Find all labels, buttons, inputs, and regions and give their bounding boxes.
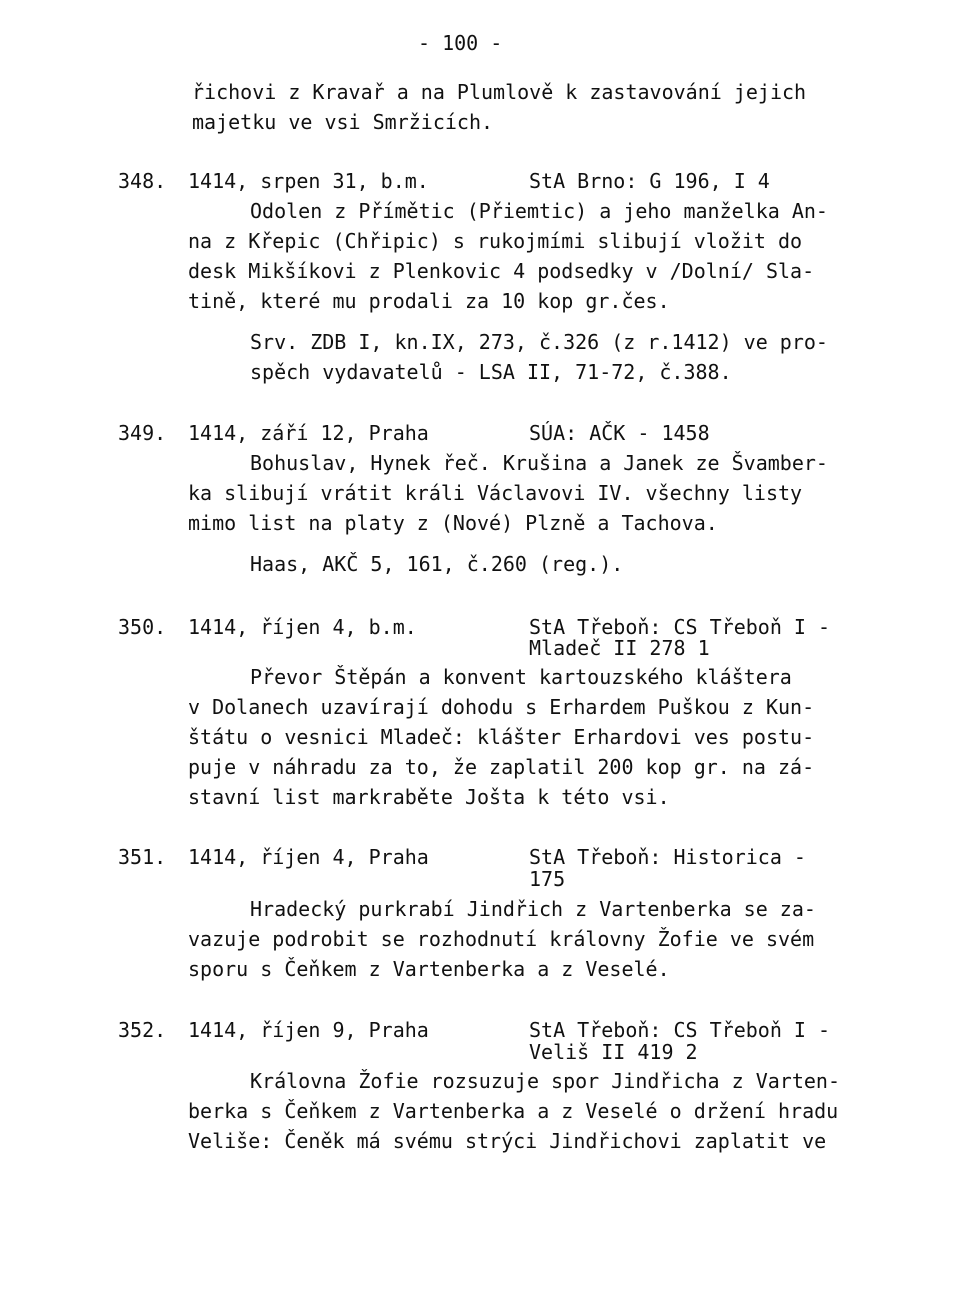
entry-text-line: Odolen z Přímětic (Přiemtic) a jeho manželka An- [250,199,828,223]
entry-text-line: Královna Žofie rozsuzuje spor Jindřicha z Varten- [250,1069,841,1093]
entry-text-line: desk Mikšíkovi z Plenkovic 4 podsedky v /Dolní/ Sla- [188,259,815,283]
entry-text-line: berka s Čeňkem z Vartenberka a z Veselé o držení hradu [188,1099,839,1123]
entry-date: 1414, říjen 4, b.m. [188,615,417,639]
entry-number: 348. [118,169,167,193]
entry-text-line: v Dolanech uzavírají dohodu s Erhardem Puškou z Kun- [188,695,815,719]
entry-number: 351. [118,845,167,869]
entry-text-line: Bohuslav, Hynek řeč. Krušina a Janek ze Švamber- [250,451,828,475]
entry-reference-line: Srv. ZDB I, kn.IX, 273, č.326 (z r.1412) ve pro- [250,330,828,354]
entry-archive: StA Třeboň: Historica - [529,845,806,869]
entry-text-line: stavní list markraběte Jošta k této vsi. [188,785,670,809]
entry-text-line: mimo list na platy z (Nové) Plzně a Tachova. [188,511,718,535]
entry-text-line: tině, které mu prodali za 10 kop gr.čes. [188,289,670,313]
entry-archive: SÚA: AČK - 1458 [529,421,710,445]
entry-date: 1414, srpen 31, b.m. [188,169,429,193]
entry-date: 1414, říjen 9, Praha [188,1018,429,1042]
entry-archive: StA Brno: G 196, I 4 [529,169,770,193]
entry-number: 349. [118,421,167,445]
entry-date: 1414, září 12, Praha [188,421,429,445]
text-line: řichovi z Kravař a na Plumlově k zastavování jejich [192,80,807,104]
entry-archive: Mladeč II 278 1 [529,636,710,660]
entry-number: 352. [118,1018,167,1042]
entry-archive: Veliš II 419 2 [529,1040,698,1064]
entry-date: 1414, říjen 4, Praha [188,845,429,869]
entry-text-line: štátu o vesnici Mladeč: klášter Erhardovi ves postu- [188,725,815,749]
page-number: - 100 - [418,31,503,55]
entry-text-line: sporu s Čeňkem z Vartenberka a z Veselé. [188,957,670,981]
entry-archive: 175 [529,867,566,891]
entry-reference-line: spěch vydavatelů - LSA II, 71-72, č.388. [250,360,732,384]
entry-text-line: Převor Štěpán a konvent kartouzského kláštera [250,665,792,689]
entry-text-line: Hradecký purkrabí Jindřich z Vartenberka se za- [250,897,816,921]
entry-reference-line: Haas, AKČ 5, 161, č.260 (reg.). [250,552,624,576]
text-line: majetku ve vsi Smržicích. [192,110,494,134]
entry-archive: StA Třeboň: CS Třeboň I - [529,615,831,639]
entry-archive: StA Třeboň: CS Třeboň I - [529,1018,831,1042]
entry-text-line: na z Křepic (Chřipic) s rukojmími slibují vložit do [188,229,803,253]
entry-number: 350. [118,615,167,639]
entry-text-line: ka slibují vrátit králi Václavovi IV. všechny listy [188,481,803,505]
entry-text-line: puje v náhradu za to, že zaplatil 200 kop gr. na zá- [188,755,815,779]
entry-text-line: vazuje podrobit se rozhodnutí královny Žofie ve svém [188,927,815,951]
entry-text-line: Veliše: Čeněk má svému strýci Jindřichovi zaplatit ve [188,1129,827,1153]
